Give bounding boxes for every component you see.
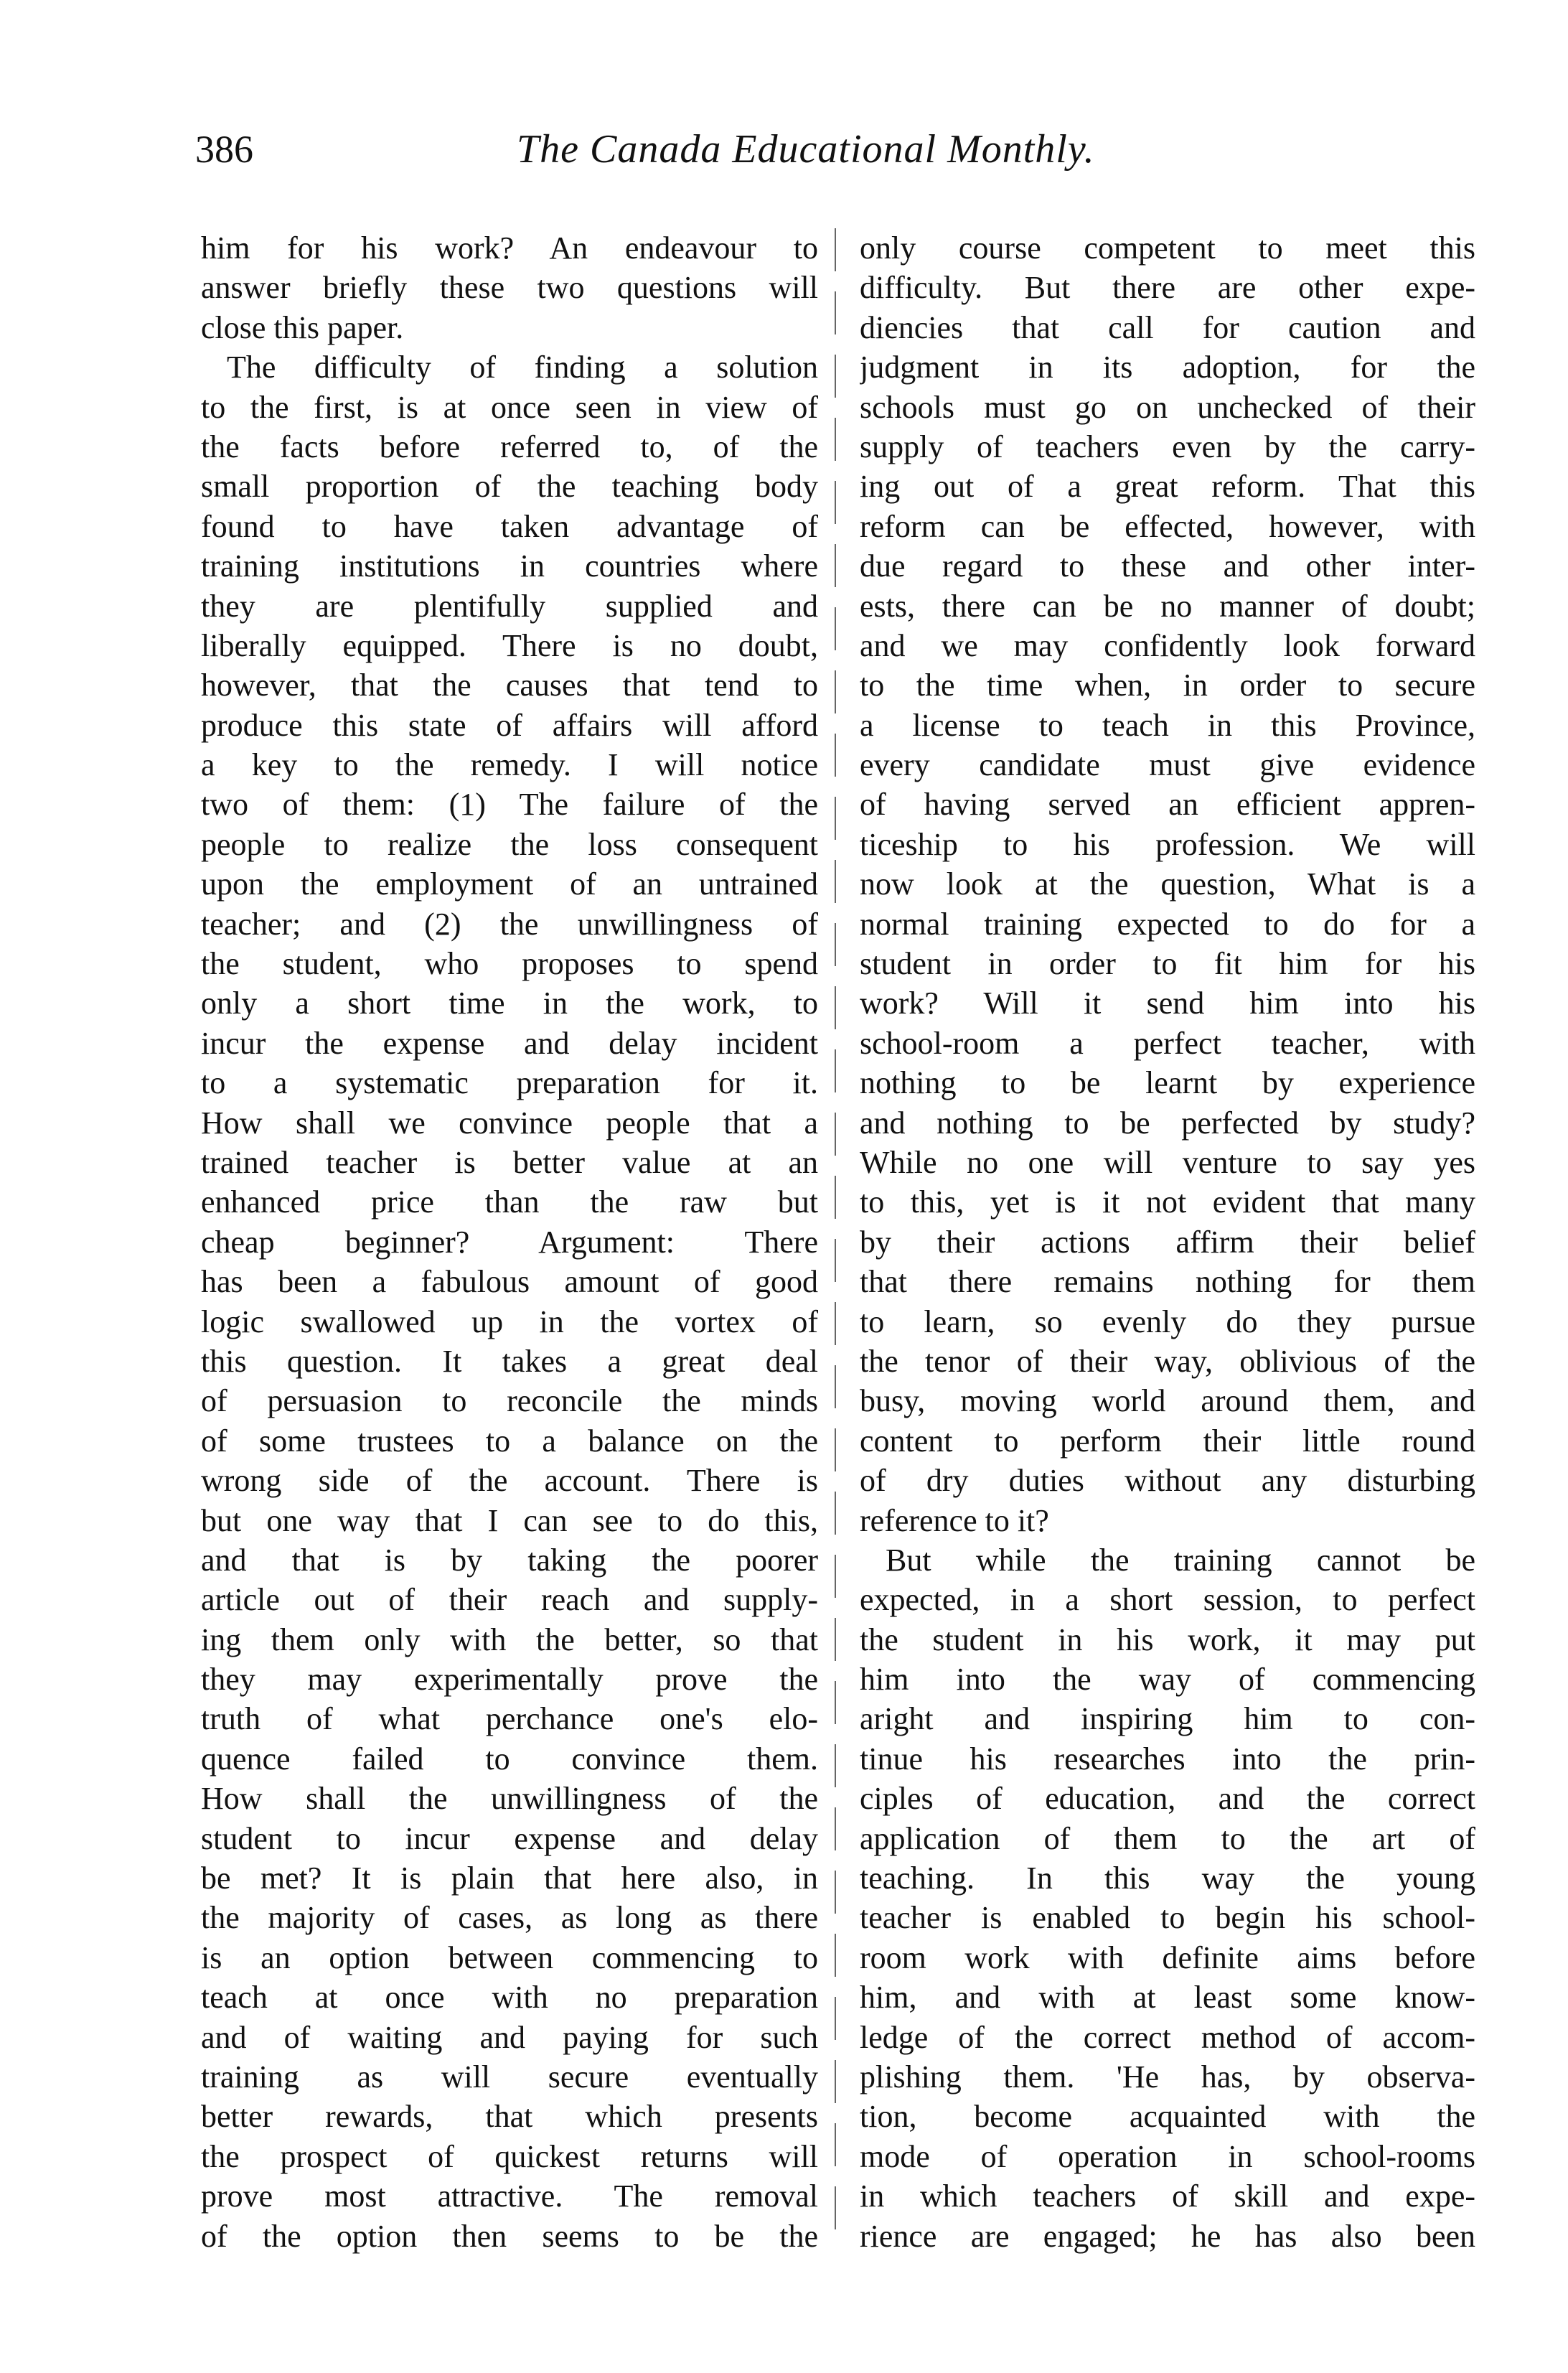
text-line: small proportion of the teaching body <box>201 469 818 505</box>
column-divider <box>835 228 836 2231</box>
text-line: of the option then seems to be the <box>201 2218 818 2254</box>
text-line: truth of what perchance one's elo- <box>201 1701 818 1737</box>
text-line: him for his work? An endeavour to <box>201 230 818 266</box>
text-line: incur the expense and delay incident <box>201 1025 818 1061</box>
text-line: mode of operation in school-rooms <box>860 2138 1475 2174</box>
text-line: is an option between commencing to <box>201 1939 818 1975</box>
text-line: teach at once with no preparation <box>201 1980 818 2016</box>
text-line: but one way that I can see to do this, <box>201 1502 818 1538</box>
text-line: the facts before referred to, of the <box>201 429 818 464</box>
text-line: of persuasion to reconcile the minds <box>201 1383 818 1419</box>
text-line: to this, yet is it not evident that many <box>860 1184 1475 1220</box>
text-line: school-room a perfect teacher, with <box>860 1025 1475 1061</box>
text-line: logic swallowed up in the vortex of <box>201 1303 818 1339</box>
text-line: ledge of the correct method of accom- <box>860 2019 1475 2055</box>
text-line: article out of their reach and supply- <box>201 1582 818 1618</box>
text-line: to the time when, in order to secure <box>860 668 1475 703</box>
right-column <box>860 228 1475 2256</box>
text-line: only a short time in the work, to <box>201 986 818 1021</box>
text-line: to a systematic preparation for it. <box>201 1065 818 1101</box>
text-line: this question. It takes a great deal <box>201 1343 818 1379</box>
text-line: every candidate must give evidence <box>860 747 1475 783</box>
text-line: training institutions in countries where <box>201 548 818 584</box>
text-line: ticeship to his profession. We will <box>860 826 1475 862</box>
text-line: But while the training cannot be <box>886 1542 1475 1578</box>
text-line: reform can be effected, however, with <box>860 508 1475 544</box>
text-line: to learn, so evenly do they pursue <box>860 1303 1475 1339</box>
text-line: student to incur expense and delay <box>201 1820 818 1856</box>
text-line: tion, become acquainted with the <box>860 2099 1475 2135</box>
text-line: due regard to these and other inter- <box>860 548 1475 584</box>
text-line: normal training expected to do for a <box>860 906 1475 942</box>
text-line: has been a fabulous amount of good <box>201 1264 818 1300</box>
text-line: and of waiting and paying for such <box>201 2019 818 2055</box>
text-line: expected, in a short session, to perfect <box>860 1582 1475 1618</box>
text-line: two of them: (1) The failure of the <box>201 787 818 823</box>
text-line: content to perform their little round <box>860 1423 1475 1459</box>
text-line: supply of teachers even by the carry- <box>860 429 1475 464</box>
text-line: application of them to the art of <box>860 1820 1475 1856</box>
text-line: teacher is enabled to begin his school- <box>860 1900 1475 1936</box>
text-line: quence failed to convince them. <box>201 1741 818 1777</box>
text-line: diencies that call for caution and <box>860 309 1475 345</box>
text-line: aright and inspiring him to con- <box>860 1701 1475 1737</box>
text-line: the tenor of their way, oblivious of the <box>860 1343 1475 1379</box>
text-line: a key to the remedy. I will notice <box>201 747 818 783</box>
text-line: While no one will venture to say yes <box>860 1144 1475 1180</box>
text-line: him into the way of commencing <box>860 1662 1475 1698</box>
text-line: be met? It is plain that here also, in <box>201 1861 818 1896</box>
text-line: better rewards, that which presents <box>201 2099 818 2135</box>
text-line: nothing to be learnt by experience <box>860 1065 1475 1101</box>
text-line: difficulty. But there are other expe- <box>860 270 1475 306</box>
text-line: close this paper. <box>201 309 404 345</box>
text-line: schools must go on unchecked of their <box>860 389 1475 425</box>
text-line: of dry duties without any disturbing <box>860 1463 1475 1499</box>
text-line: a license to teach in this Province, <box>860 707 1475 743</box>
text-line: enhanced price than the raw but <box>201 1184 818 1220</box>
text-line: cheap beginner? Argument: There <box>201 1224 818 1260</box>
text-line: and nothing to be perfected by study? <box>860 1105 1475 1141</box>
running-title: The Canada Educational Monthly. <box>517 127 1095 172</box>
text-line: that there remains nothing for them <box>860 1264 1475 1300</box>
text-line: now look at the question, What is a <box>860 866 1475 902</box>
text-line: in which teachers of skill and expe- <box>860 2178 1475 2214</box>
text-line: reference to it? <box>860 1502 1049 1538</box>
text-line: teaching. In this way the young <box>860 1861 1475 1896</box>
text-line: liberally equipped. There is no doubt, <box>201 627 818 663</box>
text-line: plishing them. 'He has, by observa- <box>860 2059 1475 2094</box>
text-line: only course competent to meet this <box>860 230 1475 266</box>
text-line: trained teacher is better value at an <box>201 1144 818 1180</box>
text-line: work? Will it send him into his <box>860 986 1475 1021</box>
text-line: ing out of a great reform. That this <box>860 469 1475 505</box>
text-line: they may experimentally prove the <box>201 1662 818 1698</box>
text-line: answer briefly these two questions will <box>201 270 818 306</box>
text-line: ciples of education, and the correct <box>860 1781 1475 1817</box>
text-line: teacher; and (2) the unwillingness of <box>201 906 818 942</box>
text-line: wrong side of the account. There is <box>201 1463 818 1499</box>
text-line: they are plentifully supplied and <box>201 588 818 624</box>
text-line: the student in his work, it may put <box>860 1621 1475 1657</box>
text-line: ests, there can be no manner of doubt; <box>860 588 1475 624</box>
text-line: training as will secure eventually <box>201 2059 818 2094</box>
text-line: rience are engaged; he has also been <box>860 2218 1475 2254</box>
text-line: busy, moving world around them, and <box>860 1383 1475 1419</box>
text-line: The difficulty of finding a solution <box>227 350 818 385</box>
text-line: found to have taken advantage of <box>201 508 818 544</box>
text-line: people to realize the loss consequent <box>201 826 818 862</box>
text-line: upon the employment of an untrained <box>201 866 818 902</box>
text-line: prove most attractive. The removal <box>201 2178 818 2214</box>
text-line: How shall we convince people that a <box>201 1105 818 1141</box>
text-line: the majority of cases, as long as there <box>201 1900 818 1936</box>
text-line: him, and with at least some know- <box>860 1980 1475 2016</box>
text-line: by their actions affirm their belief <box>860 1224 1475 1260</box>
page-number: 386 <box>195 128 253 171</box>
text-line: of having served an efficient appren- <box>860 787 1475 823</box>
text-line: produce this state of affairs will afford <box>201 707 818 743</box>
text-line: the prospect of quickest returns will <box>201 2138 818 2174</box>
text-line: to the first, is at once seen in view of <box>201 389 818 425</box>
text-line: however, that the causes that tend to <box>201 668 818 703</box>
text-line: How shall the unwillingness of the <box>201 1781 818 1817</box>
text-line: the student, who proposes to spend <box>201 946 818 982</box>
text-line: judgment in its adoption, for the <box>860 350 1475 385</box>
text-line: tinue his researches into the prin- <box>860 1741 1475 1777</box>
text-line: and we may confidently look forward <box>860 627 1475 663</box>
left-column <box>201 228 818 2256</box>
text-line: ing them only with the better, so that <box>201 1621 818 1657</box>
text-line: of some trustees to a balance on the <box>201 1423 818 1459</box>
text-line: student in order to fit him for his <box>860 946 1475 982</box>
text-line: and that is by taking the poorer <box>201 1542 818 1578</box>
text-line: room work with definite aims before <box>860 1939 1475 1975</box>
